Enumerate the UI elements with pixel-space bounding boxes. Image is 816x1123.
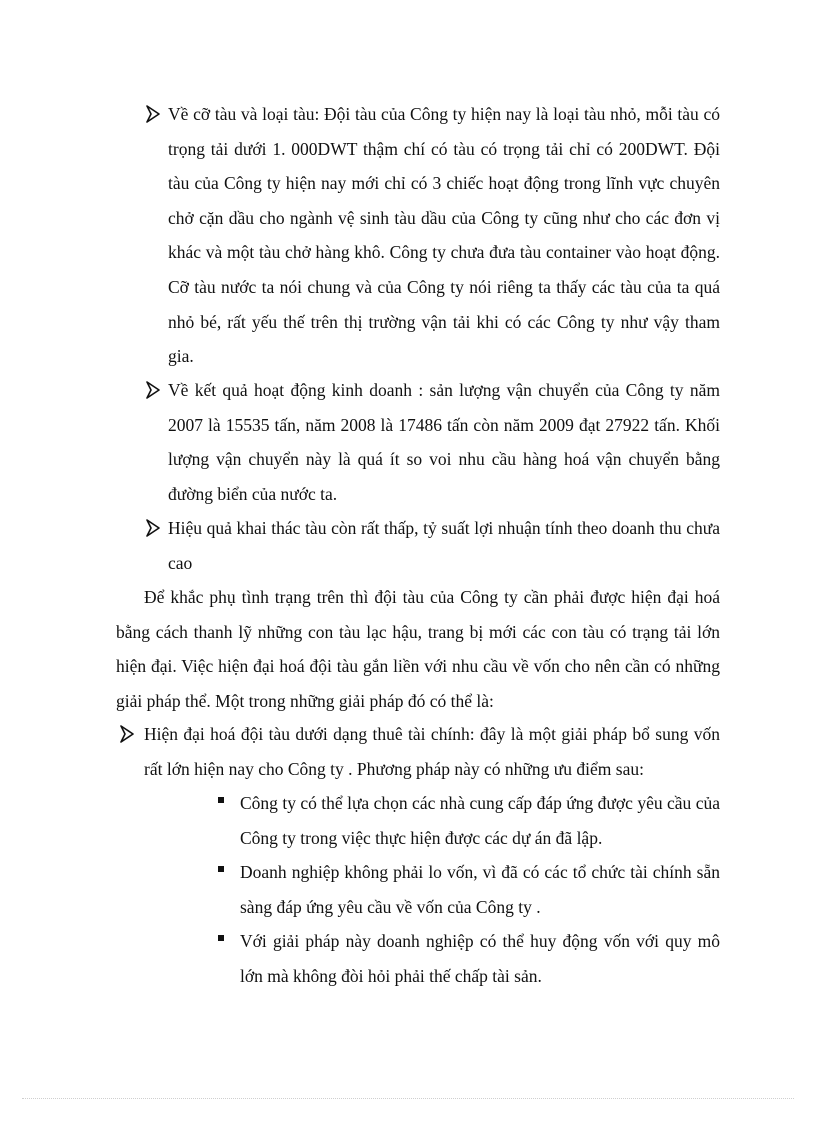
page-bottom-divider <box>22 1098 794 1099</box>
arrow-bullet-icon <box>145 518 161 538</box>
advantage-item: Với giải pháp này doanh nghiệp có thể huy động vốn với quy mô lớn mà không đòi hỏi phải thế chấp tài sản. <box>240 931 720 986</box>
arrow-bullet-icon <box>145 104 161 124</box>
arrow-bullet-icon <box>119 724 135 744</box>
arrow-bullet-icon <box>145 380 161 400</box>
bullet-item-efficiency: Hiệu quả khai thác tàu còn rất thấp, tỷ suất lợi nhuận tính theo doanh thu chưa cao <box>168 518 720 573</box>
advantage-item: Doanh nghiệp không phải lo vốn, vì đã có các tổ chức tài chính sẵn sàng đáp ứng yêu cầu về vốn của Công ty . <box>240 862 720 917</box>
square-bullet-icon <box>218 935 224 941</box>
bullet-item-fleet-size: Về cỡ tàu và loại tàu: Đội tàu của Công ty hiện nay là loại tàu nhỏ, mỗi tàu có trọng tải dưới 1. 000DWT thậm chí có tàu có trọng tải chỉ có 200DWT. Đội tàu của Công ty hiện nay mới chỉ có 3 chiếc hoạt động trong lĩnh vực chuyên chở cặn dầu cho ngành vệ sinh tàu dầu của Công ty cũng như cho các đơn vị khác và một tàu chở hàng khô. Công ty chưa đưa tàu container vào hoạt động. Cỡ tàu nước ta nói chung và của Công ty nói riêng ta thấy các tàu của ta quá nhỏ bé, rất yếu thế trên thị trường vận tải khi có các Công ty như vậy tham gia. <box>168 104 720 367</box>
bullet-item-financial-leasing: Hiện đại hoá đội tàu dưới dạng thuê tài chính: đây là một giải pháp bổ sung vốn rất lớn hiện nay cho Công ty . Phương pháp này có những ưu điểm sau: <box>144 724 720 779</box>
square-bullet-icon <box>218 797 224 803</box>
body-paragraph: Để khắc phụ tình trạng trên thì đội tàu của Công ty cần phải được hiện đại hoá bằng cách thanh lỹ những con tàu lạc hậu, trang bị mới các con tàu có trạng tải lớn hiện đại. Việc hiện đại hoá đội tàu gắn liền với nhu cầu về vốn cho nên cần có những giải pháp thể. Một trong những giải pháp đó có thể là: <box>116 587 720 711</box>
bullet-item-business-results: Về kết quả hoạt động kinh doanh : sản lượng vận chuyển của Công ty năm 2007 là 15535 tấn, năm 2008 là 17486 tấn còn năm 2009 đạt 27922 tấn. Khối lượng vận chuyển này là quá ít so voi nhu cầu hàng hoá vận chuyển bằng đường biển của nước ta. <box>168 380 720 504</box>
advantage-item: Công ty có thể lựa chọn các nhà cung cấp đáp ứng được yêu cầu của Công ty trong việc thực hiện được các dự án đã lập. <box>240 793 720 848</box>
square-bullet-icon <box>218 866 224 872</box>
